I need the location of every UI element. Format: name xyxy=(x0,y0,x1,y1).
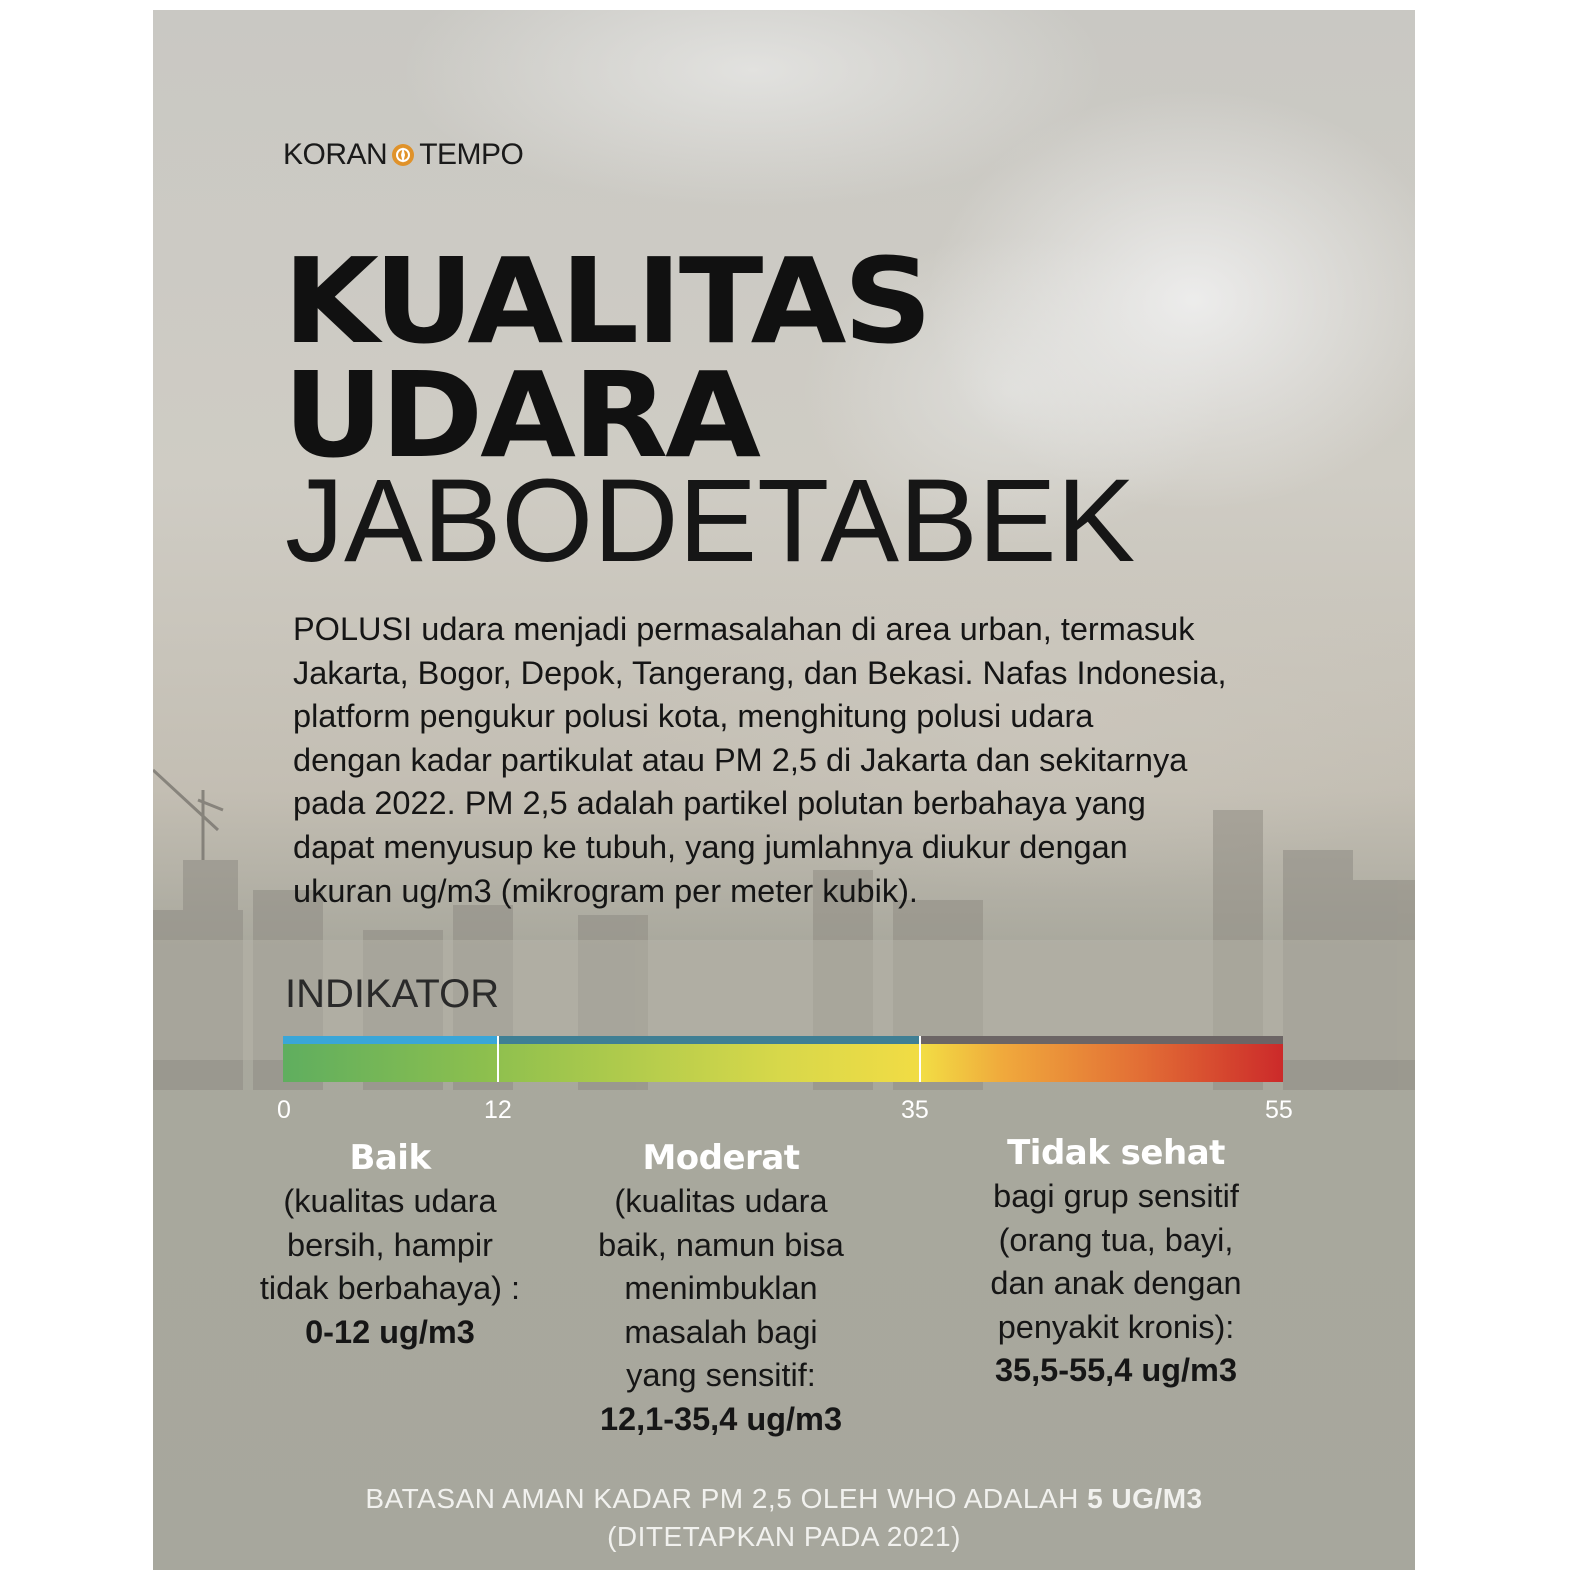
footer-line-2: (DITETAPKAN PADA 2021) xyxy=(607,1521,961,1552)
pm25-indicator-scale xyxy=(283,1036,1283,1084)
intro-line: POLUSI udara menjadi permasalahan di area urban, termasuk xyxy=(293,611,1195,647)
category-title: Moderat xyxy=(642,1138,800,1178)
intro-line: Jakarta, Bogor, Depok, Tangerang, dan Bekasi. Nafas Indonesia, xyxy=(293,654,1227,691)
title-line-2: UDARA xyxy=(283,346,758,484)
intro-line: platform pengukur polusi kota, menghitung polusi udara xyxy=(293,698,1094,735)
indicator-heading: INDIKATOR xyxy=(285,972,500,1016)
category-title: Tidak sehat xyxy=(1007,1133,1225,1173)
category-description: (kualitas udara baik, namun bisa menimbuklan masalah bagi yang sensitif: xyxy=(598,1183,844,1394)
scale-divider-12 xyxy=(497,1036,499,1082)
title-line-3: JABODETABEK xyxy=(285,455,1136,587)
category-description: (kualitas udara bersih, hampir tidak berbahaya) : xyxy=(259,1183,521,1307)
scale-top-strip-unhealthy xyxy=(921,1036,1283,1044)
infographic-poster xyxy=(153,10,1415,1570)
tick-label-12: 12 xyxy=(484,1096,512,1124)
intro-line: dengan kadar partikulat atau PM 2,5 di Jakarta dan sekitarnya xyxy=(293,741,1188,778)
scale-gradient-bar xyxy=(283,1044,1283,1082)
category-moderat xyxy=(571,1136,871,1442)
intro-line: pada 2022. PM 2,5 adalah partikel polutan berbahaya yang xyxy=(293,785,1146,822)
intro-line: ukuran ug/m3 (mikrogram per meter kubik). xyxy=(293,872,918,909)
koran-tempo-logo xyxy=(283,138,523,172)
tick-label-55: 55 xyxy=(1265,1096,1293,1124)
tick-label-0: 0 xyxy=(277,1096,291,1124)
category-range: 0-12 ug/m3 xyxy=(305,1313,475,1350)
intro-paragraph xyxy=(293,608,1303,913)
scale-top-strip-good xyxy=(283,1036,499,1044)
intro-line: dapat menyusup ke tubuh, yang jumlahnya diukur dengan xyxy=(293,828,1128,865)
category-tidak-sehat xyxy=(956,1131,1276,1393)
category-description: bagi grup sensitif (orang tua, bayi, dan anak dengan penyakit kronis): xyxy=(990,1178,1242,1345)
footer-line-1 xyxy=(153,1480,1415,1518)
brand-right-text: TEMPO xyxy=(419,138,524,171)
category-range: 35,5-55,4 ug/m3 xyxy=(994,1352,1238,1389)
scale-top-strip-moderate xyxy=(499,1036,921,1044)
footer-line-1-text: BATASAN AMAN KADAR PM 2,5 OLEH WHO ADALAH xyxy=(365,1483,1088,1514)
brand-left-text: KORAN xyxy=(283,138,388,171)
who-limit-note xyxy=(153,1480,1415,1556)
scale-divider-35 xyxy=(919,1036,921,1082)
title-line-1: KUALITAS xyxy=(283,232,930,370)
category-title: Baik xyxy=(349,1138,431,1178)
category-range: 12,1-35,4 ug/m3 xyxy=(599,1400,843,1437)
category-baik xyxy=(240,1136,540,1354)
tempo-emblem-icon xyxy=(391,143,415,167)
footer-limit-value: 5 UG/M3 xyxy=(1087,1483,1203,1514)
tick-label-35: 35 xyxy=(901,1096,929,1124)
